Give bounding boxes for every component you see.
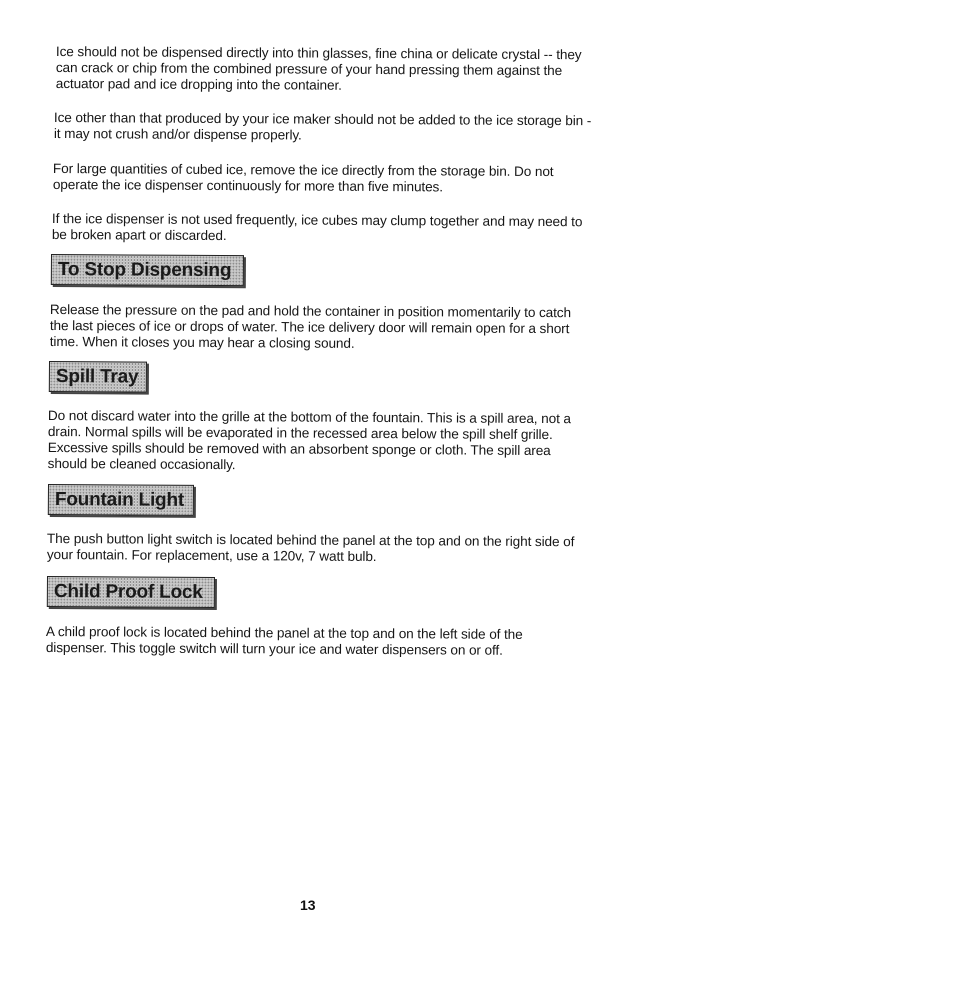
heading-text: Spill Tray	[55, 365, 139, 388]
paragraph-child-proof-lock: A child proof lock is located behind the panel at the top and on the left side of the dispenser. This toggle switch will turn your ice and water dispensers on or off.	[45, 624, 523, 658]
paragraph-thin-glasses: Ice should not be dispensed directly into thin glasses, fine china or delicate crystal -- they can crack or chip from the combined pressure of your hand pressing them against the actuator pad and ice dropping into the container.	[55, 44, 582, 93]
heading-text: Child Proof Lock	[53, 580, 203, 603]
heading-text: Fountain Light	[54, 488, 185, 511]
paragraph-spill-tray: Do not discard water into the grille at the bottom of the fountain. This is a spill area, not a drain. Normal spills will be evaporated in the recessed area below the spill shelf grille. Excessive spills should be removed with an absorbent sponge or cloth. The spill area should be cleaned occasionally.	[47, 408, 571, 473]
paragraph-large-quantities: For large quantities of cubed ice, remove the ice directly from the storage bin. Do not operate the ice dispenser continuously for more than five minutes.	[52, 161, 554, 195]
paragraph-fountain-light: The push button light switch is located behind the panel at the top and on the right side of your fountain. For replacement, use a 120v, 7 watt bulb.	[46, 531, 575, 565]
section-heading-child-proof-lock	[47, 576, 215, 608]
section-heading-spill-tray	[49, 361, 147, 393]
paragraph-stop-dispensing: Release the pressure on the pad and hold the container in position momentarily to catch the last pieces of ice or drops of water. The ice delivery door will remain open for a short time. When it closes you may hear a closing sound.	[49, 302, 572, 351]
paragraph-clumping: If the ice dispenser is not used frequently, ice cubes may clump together and may need to be broken apart or discarded.	[51, 211, 583, 244]
section-heading-fountain-light	[48, 484, 194, 516]
heading-text: To Stop Dispensing	[57, 258, 232, 281]
paragraph-other-ice: Ice other than that produced by your ice maker should not be added to the ice storage bin - it may not crush and/or dispense properly.	[53, 110, 592, 143]
section-heading-stop-dispensing	[51, 254, 244, 286]
page-number: 13	[300, 897, 316, 913]
